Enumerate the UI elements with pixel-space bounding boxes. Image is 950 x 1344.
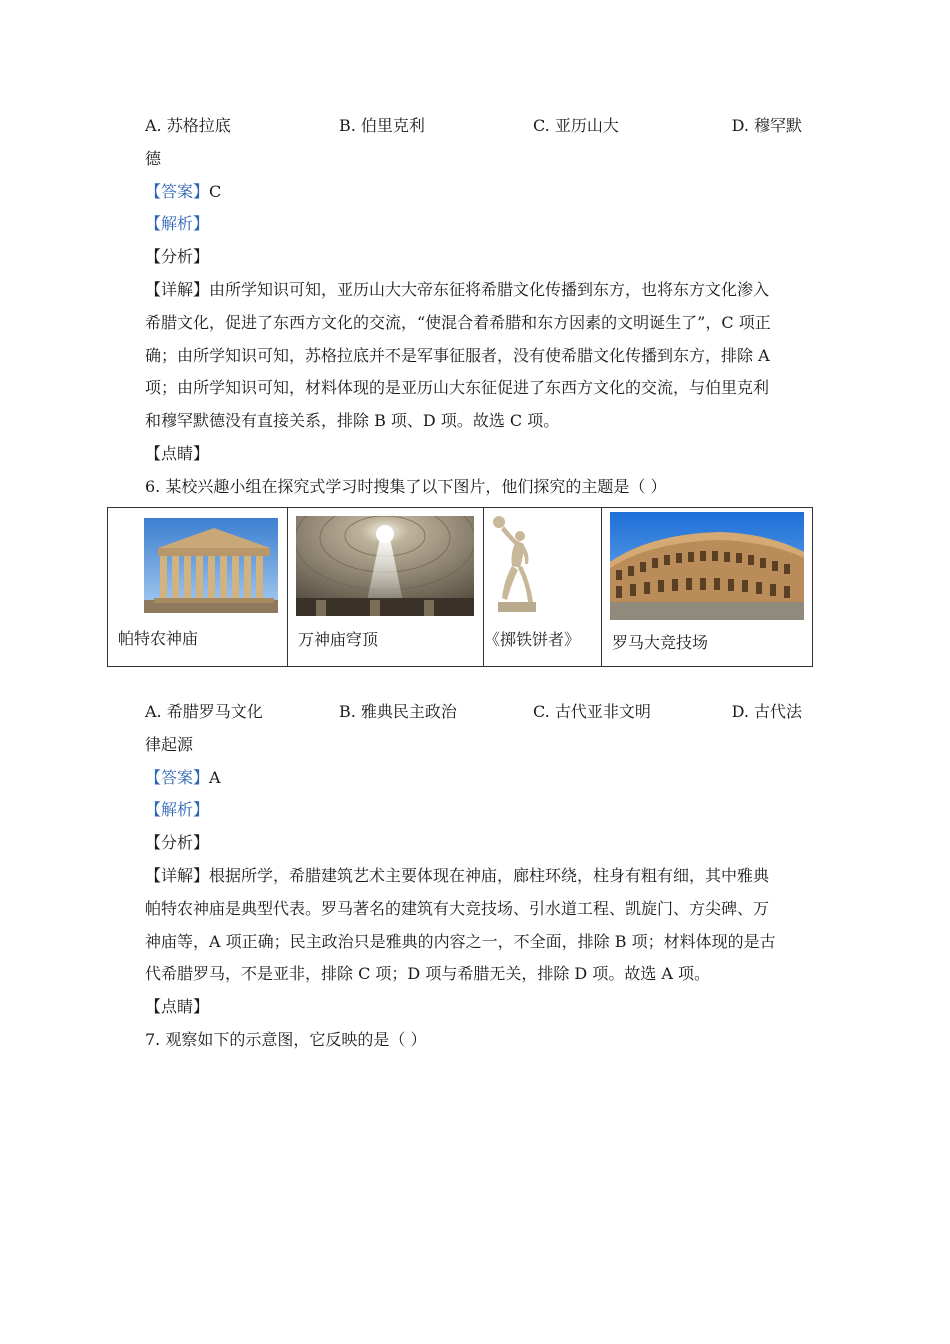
q6-detail-4: 代希腊罗马，不是亚非，排除 C 项；D 项与希腊无关，排除 D 项。故选 A 项。 <box>145 964 711 984</box>
q6-stem: 6. 某校兴趣小组在探究式学习时搜集了以下图片，他们探究的主题是（ ） <box>145 476 667 496</box>
question-6-answer-block <box>145 696 810 1057</box>
parthenon-image <box>144 518 278 613</box>
q6-option-c: C. 古代亚非文明 <box>533 702 651 721</box>
q6-detail-3: 神庙等，A 项正确；民主政治只是雅典的内容之一，不全面，排除 B 项；材料体现的是古 <box>145 931 776 951</box>
detail-label: 【详解】 <box>145 279 210 299</box>
q6-fenxi-label: 【分析】 <box>145 833 210 853</box>
q6-dianjing-label: 【点睛】 <box>145 997 210 1017</box>
cell-discobolus <box>484 508 602 666</box>
q6-option-d: D. 古代法 <box>731 702 802 721</box>
cell-pantheon <box>288 508 484 666</box>
q5-detail-4: 项；由所学知识可知，材料体现的是亚历山大东征促进了东西方文化的交流，与伯里克利 <box>145 378 770 398</box>
detail-label: 【详解】 <box>145 865 210 885</box>
caption-pantheon: 万神庙穹顶 <box>298 630 379 649</box>
answer-label: 【答案】 <box>145 181 210 201</box>
cell-parthenon <box>108 508 288 666</box>
answer-label: 【答案】 <box>145 767 210 787</box>
cell-colosseum <box>602 508 812 666</box>
q5-analysis-label: 【解析】 <box>145 214 210 234</box>
answer-value: C <box>209 181 222 201</box>
q6-detail-2: 帕特农神庙是典型代表。罗马著名的建筑有大竞技场、引水道工程、凯旋门、方尖碑、万 <box>145 898 770 918</box>
q5-option-b: B. 伯里克利 <box>339 116 425 135</box>
q5-detail-5: 和穆罕默德没有直接关系，排除 B 项、D 项。故选 C 项。 <box>145 411 560 431</box>
q5-option-c: C. 亚历山大 <box>533 116 619 135</box>
q6-option-b: B. 雅典民主政治 <box>339 702 457 721</box>
q6-option-wrap: 律起源 <box>145 734 194 754</box>
caption-parthenon: 帕特农神庙 <box>118 629 199 648</box>
q5-options <box>145 110 810 143</box>
detail-text: 根据所学，希腊建筑艺术主要体现在神庙，廊柱环绕，柱身有粗有细，其中雅典 <box>209 865 770 885</box>
q5-detail-1 <box>145 274 810 307</box>
discobolus-image <box>490 514 540 618</box>
q6-options <box>145 696 810 729</box>
q6-answer <box>145 762 810 795</box>
q7-stem: 7. 观察如下的示意图，它反映的是（ ） <box>145 1029 427 1049</box>
answer-value: A <box>209 767 221 787</box>
pantheon-dome-image <box>296 516 474 616</box>
q5-fenxi-label: 【分析】 <box>145 247 210 267</box>
q6-option-a: A. 希腊罗马文化 <box>145 702 263 721</box>
q5-dianjing-label: 【点睛】 <box>145 443 210 463</box>
q5-detail-2: 希腊文化，促进了东西方文化的交流，“使混合着希腊和东方因素的文明诞生了”，C 项正 <box>145 312 771 332</box>
q6-detail-1 <box>145 860 810 893</box>
q5-option-d: D. 穆罕默 <box>731 116 802 135</box>
q5-option-wrap: 德 <box>145 148 162 168</box>
q5-option-a: A. 苏格拉底 <box>145 116 231 135</box>
q6-analysis-label: 【解析】 <box>145 800 210 820</box>
q5-detail-3: 确；由所学知识可知，苏格拉底并不是军事征服者，没有使希腊文化传播到东方，排除 A <box>145 345 770 365</box>
detail-text: 由所学知识可知，亚历山大大帝东征将希腊文化传播到东方，也将东方文化渗入 <box>209 279 770 299</box>
q5-answer <box>145 176 810 209</box>
q6-image-table <box>107 507 813 667</box>
caption-colosseum: 罗马大竞技场 <box>612 633 709 652</box>
caption-discobolus: 《掷铁饼者》 <box>484 630 581 649</box>
colosseum-image <box>610 512 804 620</box>
question-5-block <box>145 110 810 504</box>
